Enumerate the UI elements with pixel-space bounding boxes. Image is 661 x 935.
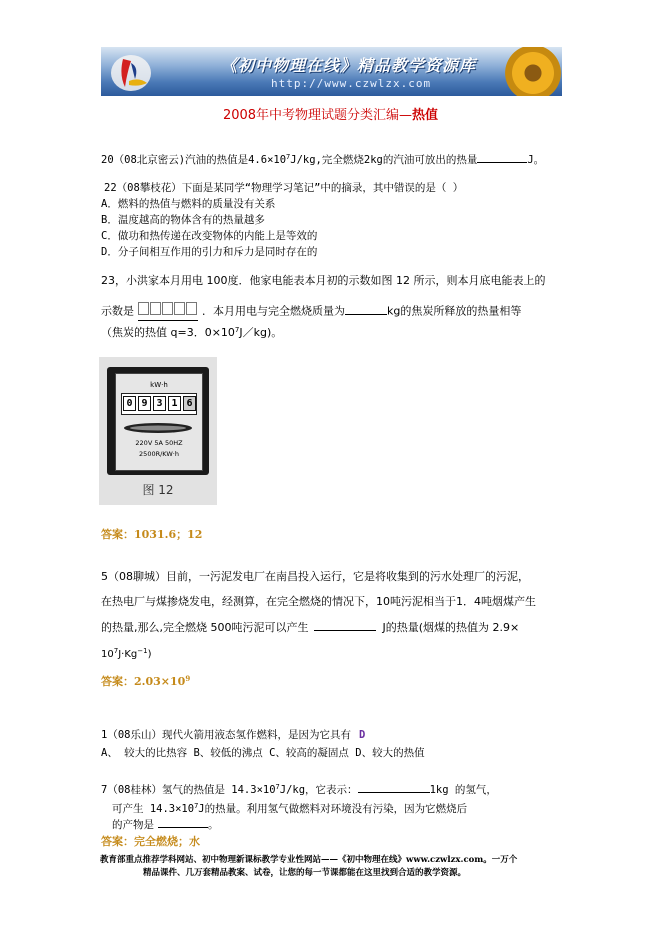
document-title-main: 2008年中考物理试题分类汇编— [222, 108, 413, 123]
q7-line2-a: 可产生 14.3×10 [112, 803, 195, 815]
footer-line-2: 精品课件、几万套精品教案、试卷，让您的每一节课都能在这里找到合适的教学资源。 [143, 868, 467, 878]
site-logo [109, 51, 153, 93]
q7-blank-2 [158, 816, 208, 828]
q7-line3-a: 的产物是 [112, 819, 154, 831]
q5-line4-sup2: −1 [137, 647, 148, 655]
q20-prefix: 20（08北京密云)汽油的热值是4.6×10 [101, 154, 287, 166]
q7-line1-b: J/kg，它表示： [279, 784, 358, 796]
question-7-line1 [101, 779, 497, 798]
question-5-line4 [101, 643, 151, 663]
sunflower-image [498, 47, 562, 96]
footer-line-1: 教育部重点推荐学科网站、初中物理新课标教学专业性网站——《初中物理在线》www.czwlzx.com。一万个 [100, 855, 518, 865]
answer-5 [101, 671, 190, 690]
header-banner [101, 47, 562, 96]
q7-line1-a: 7（08桂林）氢气的热值是 14.3×10 [101, 784, 276, 796]
q23-line2-a: 示数是 [101, 304, 134, 318]
answer-5-text: 答案：2.03×10 [101, 675, 186, 688]
banner-url[interactable]: http://www.czwlzx.com [271, 77, 432, 90]
q23-line2-b: ．本月用电与完全燃烧质量为 [202, 304, 345, 318]
answer-7: 答案：完全燃烧；水 [101, 835, 200, 848]
q5-blank [314, 619, 376, 631]
q5-line4-a: 10 [101, 649, 114, 660]
question-20 [101, 149, 544, 168]
question-5-line1: 5（08聊城）目前，一污泥发电厂在南昌投入运行，它是将收集到的污水处理厂的污泥， [101, 570, 529, 583]
meter-rating: 2500R/KW·h [139, 450, 179, 458]
meter-digit-boxes [138, 302, 198, 321]
q7-line1-sup: 7 [275, 783, 280, 791]
answer-5-sup: 9 [185, 674, 191, 683]
meter-specs: 220V 5A 50HZ [135, 439, 183, 447]
meter-digits [123, 396, 196, 411]
question-23-line2 [101, 302, 521, 321]
q23-line3-sup: 7 [234, 326, 240, 334]
q23-blank [345, 303, 387, 315]
banner-title: 《初中物理在线》精品教学资源库 [221, 56, 477, 75]
q23-line2-c: kg的焦炭所释放的热量相等 [387, 304, 522, 318]
question-22-option-b: B．温度越高的物体含有的热量越多 [101, 214, 265, 226]
meter-unit: kW·h [150, 381, 168, 389]
question-22-option-d: D．分子间相互作用的引力和斥力是同时存在的 [101, 246, 318, 258]
q1-answer: D [358, 729, 366, 741]
question-22-option-a: A．燃料的热值与燃料的质量没有关系 [101, 198, 276, 210]
electric-meter-figure [99, 357, 217, 505]
q7-line1-c: 1kg 的氢气， [429, 784, 497, 796]
meter-digit: 1 [168, 396, 181, 411]
question-22-option-c: C．做功和热传递在改变物体的内能上是等效的 [101, 230, 318, 242]
q7-line2-b: J的热量。利用氢气做燃料对环境没有污染，因为它燃烧后 [198, 803, 468, 815]
q20-blank [477, 151, 527, 163]
q23-line3-a: （焦炭的热值 q=3．0×10 [101, 326, 235, 339]
question-1-options: A、 较大的比热容 B、较低的沸点 C、较高的凝固点 D、较大的热值 [101, 747, 425, 759]
q7-line3-b: 。 [208, 819, 219, 831]
answer-23: 答案：1031.6；12 [101, 528, 203, 541]
q5-line4-c: ) [147, 649, 152, 660]
q5-line4-sup: 7 [113, 647, 119, 655]
question-22-stem: 22（08攀枝花）下面是某同学“物理学习笔记”中的摘录，其中错误的是（ ） [104, 182, 464, 194]
q5-line3-b: J的热量(烟煤的热值为 2.9× [382, 621, 520, 634]
document-title-bold: 热值 [412, 108, 439, 123]
q20-sup: 7 [286, 153, 291, 161]
q23-line3-b: J／kg)。 [239, 326, 283, 339]
question-7-line2 [112, 798, 467, 817]
meter-digit: 3 [153, 396, 166, 411]
q5-line4-b: J·Kg [118, 649, 138, 660]
question-5-line2: 在热电厂与煤掺烧发电，经测算，在完全燃烧的情况下，10吨污泥相当于1．4吨烟煤产生 [101, 595, 536, 608]
figure-caption: 图 12 [142, 483, 174, 497]
q7-line2-sup: 7 [194, 802, 199, 810]
meter-disc-icon [121, 421, 195, 435]
q20-suffix: J。 [527, 154, 545, 166]
q20-mid: J/kg,完全燃烧2kg的汽油可放出的热量 [290, 154, 478, 166]
meter-digit: 0 [123, 396, 136, 411]
question-23-line3 [101, 322, 282, 341]
question-5-line3 [101, 619, 519, 636]
document-title [0, 104, 661, 123]
meter-digit: 9 [138, 396, 151, 411]
question-7-line3 [112, 816, 219, 833]
q5-line3-a: 的热量,那么,完全燃烧 500吨污泥可以产生 [101, 621, 309, 634]
question-1-stem [101, 727, 365, 743]
question-23-line1: 23，小洪家本月用电 100度．他家电能表本月初的示数如图 12 所示，则本月底电能表上的 [101, 274, 546, 287]
q1-stem: 1（08乐山）现代火箭用液态氢作燃料，是因为它具有 [101, 729, 351, 741]
q7-blank-1 [358, 781, 430, 793]
meter-digit: 6 [183, 396, 196, 411]
